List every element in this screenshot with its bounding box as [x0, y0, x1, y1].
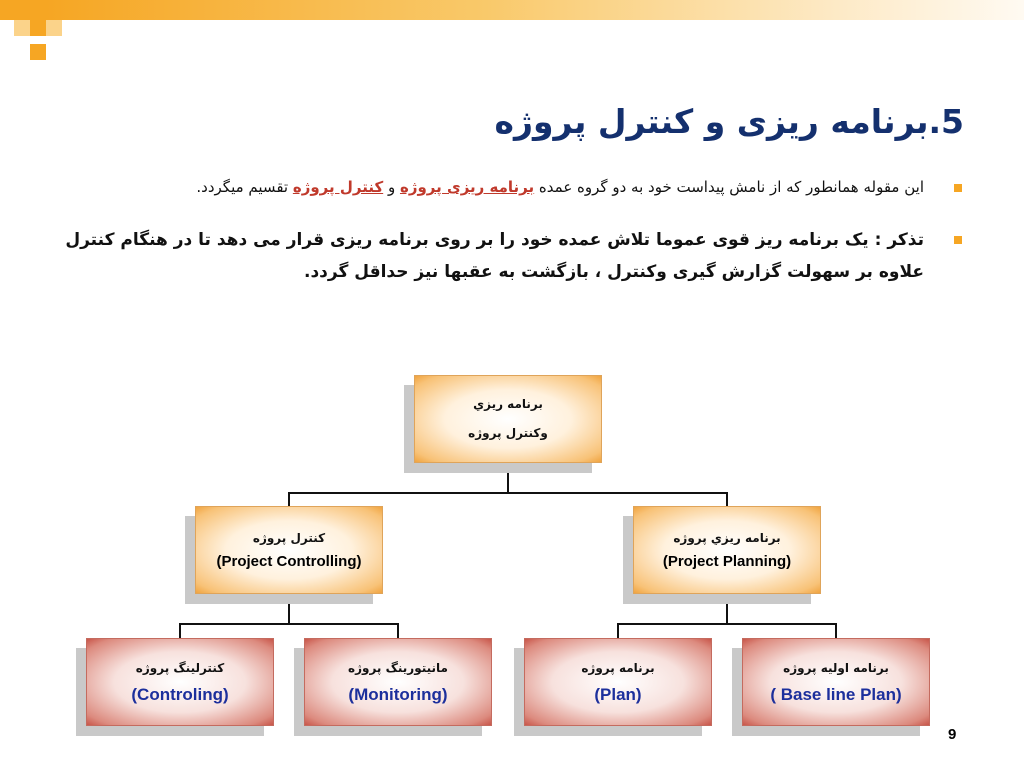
- connector-plan-horizontal: [617, 623, 837, 625]
- corner-square-4: [46, 20, 62, 36]
- connector-control-horizontal: [179, 623, 399, 625]
- bullet-2-text: تذکر : یک برنامه ریز قوی عموما تلاش عمده خود را بر روی برنامه ریزی قرار می دهد تا در هنگام کنترل علاوه بر سهولت گزارش گیری وکنترل ، بازگشت به عقبها نیز حداقل گردد.: [65, 230, 924, 282]
- baseline-box: [742, 638, 930, 726]
- box-face: [742, 638, 930, 726]
- box-face: [633, 506, 821, 594]
- baseline-fa-label: برنامه اوليه پروژه: [783, 660, 889, 675]
- connector-to-plan: [617, 623, 619, 638]
- top-decoration-bar: [46, 0, 1024, 20]
- bullet-1-highlight-planning: برنامه ریزی پروژه: [399, 178, 535, 196]
- bullet-1-text-a: این مقوله همانطور که از نامش پیداست خود به دو گروه عمده: [534, 178, 924, 196]
- plan-fa-label: برنامه پروژه: [581, 660, 655, 675]
- controling-fa-label: كنترلينگ پروژه: [135, 660, 225, 675]
- plan-en-label: (Plan): [594, 684, 642, 704]
- planning-fa-label: برنامه ريزي پروژه: [673, 531, 781, 545]
- controlling-fa-label: كنترل پروژه: [252, 531, 326, 545]
- planning-box: [633, 506, 821, 594]
- bullet-1-text-b: و: [383, 178, 400, 196]
- bullet-square-icon: [954, 236, 962, 244]
- box-face: [195, 506, 383, 594]
- connector-level1-horizontal: [288, 492, 728, 494]
- bullet-list: [60, 172, 962, 288]
- controling-box: [86, 638, 274, 726]
- monitoring-fa-label: مانيتورينگ پروژه: [348, 660, 448, 675]
- box-face: [414, 375, 602, 463]
- connector-to-planning: [726, 492, 728, 506]
- root-box-project-planning-control: [414, 375, 602, 463]
- controlling-en-label: (Project Controlling): [216, 553, 362, 570]
- bullet-item-1: [60, 172, 962, 203]
- plan-box: [524, 638, 712, 726]
- corner-square-2: [14, 20, 30, 36]
- page-number: 9: [948, 726, 957, 743]
- box-face: [86, 638, 274, 726]
- root-box-label: برنامه ريزي وكنترل پروژه: [468, 397, 548, 440]
- slide-title: 5.برنامه ریزی و کنترل پروژه: [494, 102, 964, 141]
- bullet-1-highlight-control: کنترل پروژه: [292, 178, 384, 196]
- box-face: [524, 638, 712, 726]
- bullet-item-2: [60, 224, 962, 288]
- baseline-en-label: ( Base line Plan): [770, 684, 902, 704]
- controling-en-label: (Controling): [131, 684, 229, 704]
- corner-square-5: [30, 44, 46, 60]
- monitoring-en-label: (Monitoring): [348, 684, 448, 704]
- planning-en-label: (Project Planning): [662, 553, 792, 570]
- corner-square-3: [30, 20, 46, 36]
- monitoring-box: [304, 638, 492, 726]
- corner-square-1: [0, 0, 46, 20]
- connector-to-baseline: [835, 623, 837, 638]
- connector-to-monitoring: [397, 623, 399, 638]
- box-face: [304, 638, 492, 726]
- connector-to-controling: [179, 623, 181, 638]
- bullet-1-text-c: تقسیم میگردد.: [196, 178, 293, 196]
- connector-to-controlling: [288, 492, 290, 506]
- controlling-box: [195, 506, 383, 594]
- bullet-square-icon: [954, 184, 962, 192]
